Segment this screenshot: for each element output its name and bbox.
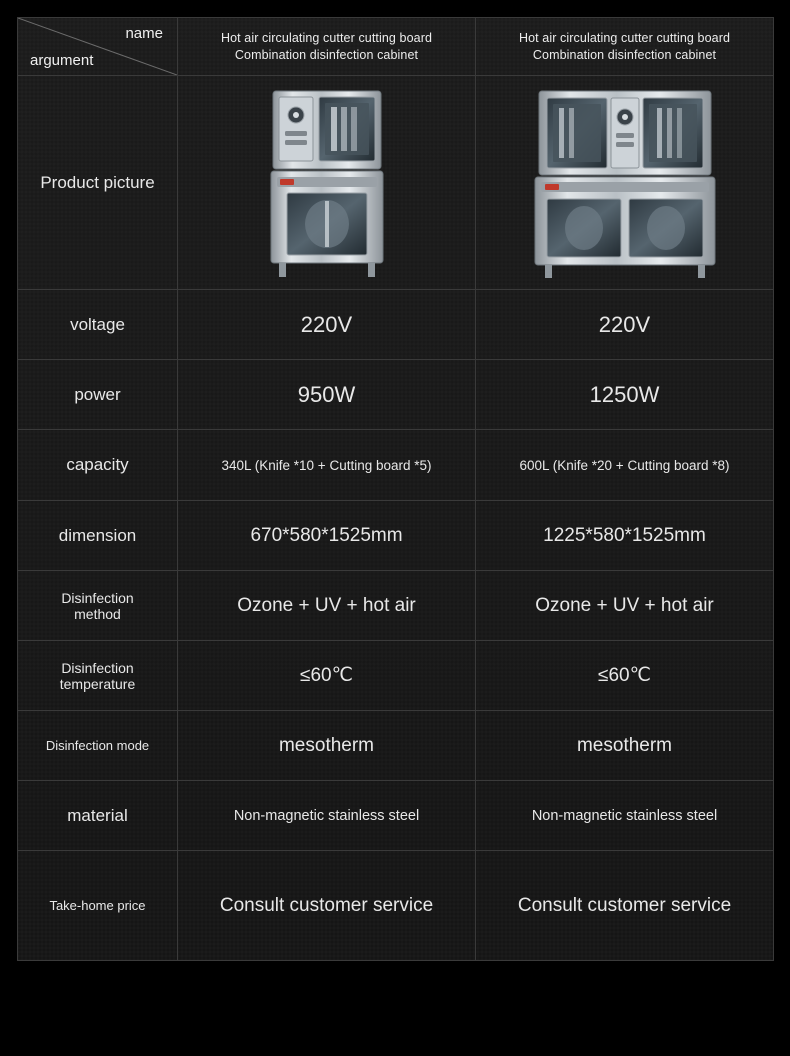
- value-power-1: 950W: [178, 360, 476, 430]
- table-header-row: [18, 18, 774, 76]
- column-header-1-line2: Combination disinfection cabinet: [234, 47, 419, 62]
- row-label-disinfection-method-line1: Disinfection: [61, 589, 134, 606]
- column-header-2-line1: Hot air circulating cutter cutting board: [518, 30, 731, 45]
- disinfection-cabinet-single-icon: [247, 83, 407, 283]
- column-header-1-line1: Hot air circulating cutter cutting board: [220, 30, 433, 45]
- table-row-take-home-price: [18, 851, 774, 961]
- row-label-product-picture: Product picture: [18, 76, 178, 290]
- value-disinfection-mode-1: mesotherm: [178, 711, 476, 781]
- table-row-power: [18, 360, 774, 430]
- row-label-voltage: voltage: [18, 290, 178, 360]
- value-material-1: Non-magnetic stainless steel: [178, 781, 476, 851]
- column-header-1: [178, 18, 476, 76]
- value-capacity-2: 600L (Knife *20 + Cutting board *8): [476, 430, 774, 501]
- row-label-disinfection-temperature-line2: temperature: [59, 675, 136, 692]
- column-header-2: [476, 18, 774, 76]
- value-disinfection-temperature-2: ≤60℃: [476, 641, 774, 711]
- product-image-cell-2: [476, 76, 774, 290]
- table-row-dimension: [18, 501, 774, 571]
- row-label-dimension: dimension: [18, 501, 178, 571]
- row-label-disinfection-method-line2: method: [74, 605, 121, 622]
- table-row-material: [18, 781, 774, 851]
- value-disinfection-temperature-1: ≤60℃: [178, 641, 476, 711]
- value-capacity-1: 340L (Knife *10 + Cutting board *5): [178, 430, 476, 501]
- row-label-disinfection-temperature-line1: Disinfection: [61, 659, 134, 676]
- value-voltage-2: 220V: [476, 290, 774, 360]
- value-dimension-1: 670*580*1525mm: [178, 501, 476, 571]
- value-dimension-2: 1225*580*1525mm: [476, 501, 774, 571]
- row-label-power: power: [18, 360, 178, 430]
- value-power-2: 1250W: [476, 360, 774, 430]
- row-label-disinfection-mode: Disinfection mode: [18, 711, 178, 781]
- value-material-2: Non-magnetic stainless steel: [476, 781, 774, 851]
- value-take-home-price-2[interactable]: Consult customer service: [476, 851, 774, 961]
- product-image-wrap-2: [480, 80, 769, 285]
- value-disinfection-method-2: Ozone + UV + hot air: [476, 571, 774, 641]
- value-disinfection-mode-2: mesotherm: [476, 711, 774, 781]
- row-label-capacity: capacity: [18, 430, 178, 501]
- disinfection-cabinet-double-icon: [525, 83, 725, 283]
- corner-name-label: name: [125, 25, 163, 42]
- table-row-disinfection-method: [18, 571, 774, 641]
- corner-header-cell: [18, 18, 178, 76]
- product-image-wrap-1: [182, 80, 471, 285]
- spec-table: [17, 17, 774, 961]
- row-label-disinfection-method: [18, 571, 178, 641]
- table-row-disinfection-mode: [18, 711, 774, 781]
- value-voltage-1: 220V: [178, 290, 476, 360]
- table-row-capacity: [18, 430, 774, 501]
- table-row-voltage: [18, 290, 774, 360]
- table-row-disinfection-temperature: [18, 641, 774, 711]
- corner-argument-label: argument: [30, 52, 94, 69]
- table-row-product-picture: [18, 76, 774, 290]
- value-take-home-price-1[interactable]: Consult customer service: [178, 851, 476, 961]
- product-image-cell-1: [178, 76, 476, 290]
- row-label-material: material: [18, 781, 178, 851]
- row-label-disinfection-temperature: [18, 641, 178, 711]
- value-disinfection-method-1: Ozone + UV + hot air: [178, 571, 476, 641]
- column-header-2-line2: Combination disinfection cabinet: [532, 47, 717, 62]
- row-label-take-home-price: Take-home price: [18, 851, 178, 961]
